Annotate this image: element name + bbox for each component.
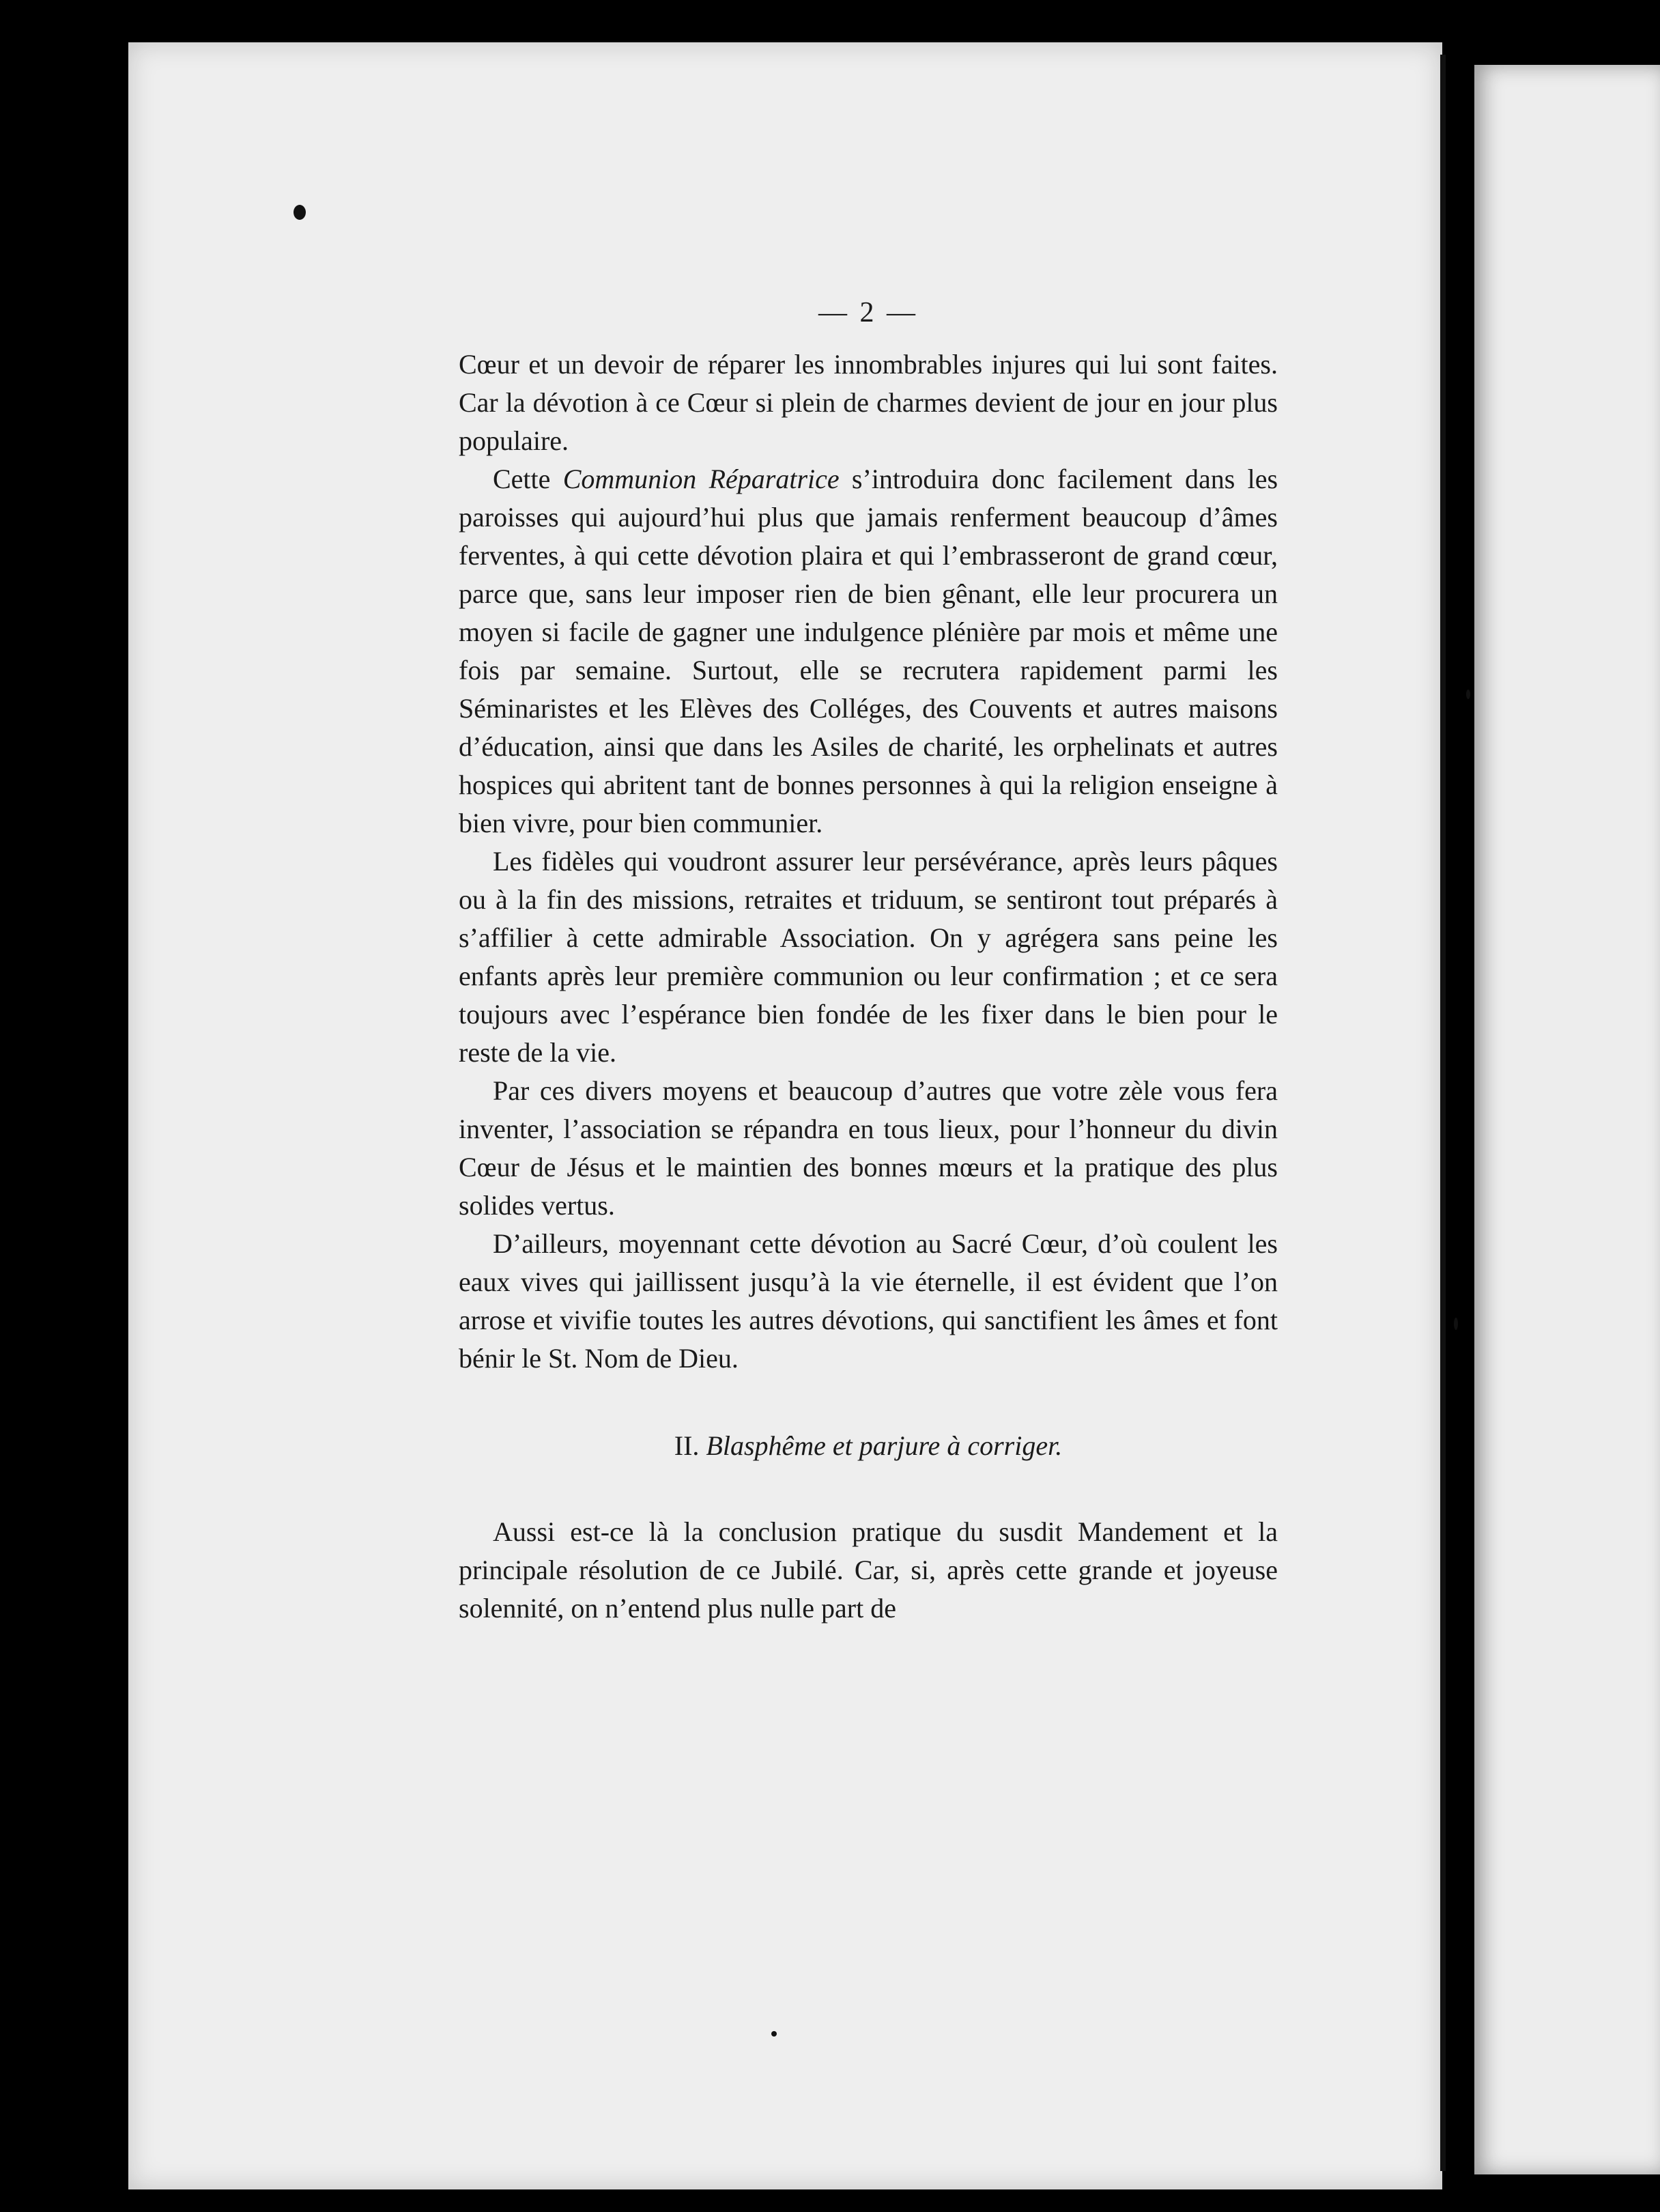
facing-page-edge — [1474, 65, 1660, 2174]
page-fold-shadow — [1440, 55, 1446, 2171]
scan-speck — [1454, 1318, 1458, 1330]
paragraph-text: s’introduira donc facilement dans les paroisses qui aujourd’hui plus que jamais renferment beaucoup d’âmes ferventes, à qui cette dévotion plaira et qui l’embrasseront de grand cœur, parce que, sans leur imposer rien de bien gênant, elle leur procurera un moyen si facile de gagner une indulgence plénière par mois et même une fois par semaine. Surtout, elle se recrutera rapidement parmi les Séminaristes et les Elèves des Colléges, des Couvents et autres maisons d’éducation, ainsi que dans les Asiles de charité, les orphelinats et autres hospices qui abritent tant de bonnes personnes à qui la religion enseigne à bien vivre, pour bien communier. — [459, 464, 1278, 838]
paragraph: Par ces divers moyens et beaucoup d’autres que votre zèle vous fera inventer, l’association se répandra en tous lieux, pour l’honneur du divin Cœur de Jésus et le maintien des bonnes mœurs et la pratique des plus solides vertus. — [459, 1075, 1278, 1221]
scan-speck — [294, 205, 306, 220]
scan-speck — [1466, 690, 1470, 699]
page-text — [459, 294, 1278, 1628]
paragraph-text: Cette — [493, 464, 563, 494]
paragraph: Les fidèles qui voudront assurer leur persévérance, après leurs pâques ou à la fin des missions, retraites et triduum, se sentiront tout préparés à s’affilier à cette admirable Association. On y agrégera sans peine les enfants après leur première communion ou leur confirmation ; et ce sera toujours avec l’espérance bien fondée de les fixer dans le bien pour le reste de la vie. — [459, 846, 1278, 1068]
paragraph: D’ailleurs, moyennant cette dévotion au Sacré Cœur, d’où coulent les eaux vives qui jaillissent jusqu’à la vie éternelle, il est évident que l’on arrose et vivifie toutes les autres dévotions, qui sanctifient les âmes et font bénir le St. Nom de Dieu. — [459, 1228, 1278, 1374]
scan-speck — [771, 2031, 777, 2037]
paragraph: Cœur et un devoir de réparer les innombrables injures qui lui sont faites. Car la dévotion à ce Cœur si plein de charmes devient de jour en jour plus populaire. — [459, 349, 1278, 456]
page-number: — 2 — — [818, 297, 918, 328]
section-heading — [459, 1427, 1278, 1465]
italic-term: Communion Réparatrice — [562, 464, 840, 494]
section-title: Blasphême et parjure à corriger. — [706, 1430, 1063, 1461]
paragraph — [459, 460, 1278, 842]
paragraph: Aussi est-ce là la conclusion pratique du susdit Mandement et la principale résolution de ce Jubilé. Car, si, après cette grande et joyeuse solennité, on n’entend plus nulle part de — [459, 1516, 1278, 1623]
section-numeral: II. — [674, 1430, 700, 1461]
